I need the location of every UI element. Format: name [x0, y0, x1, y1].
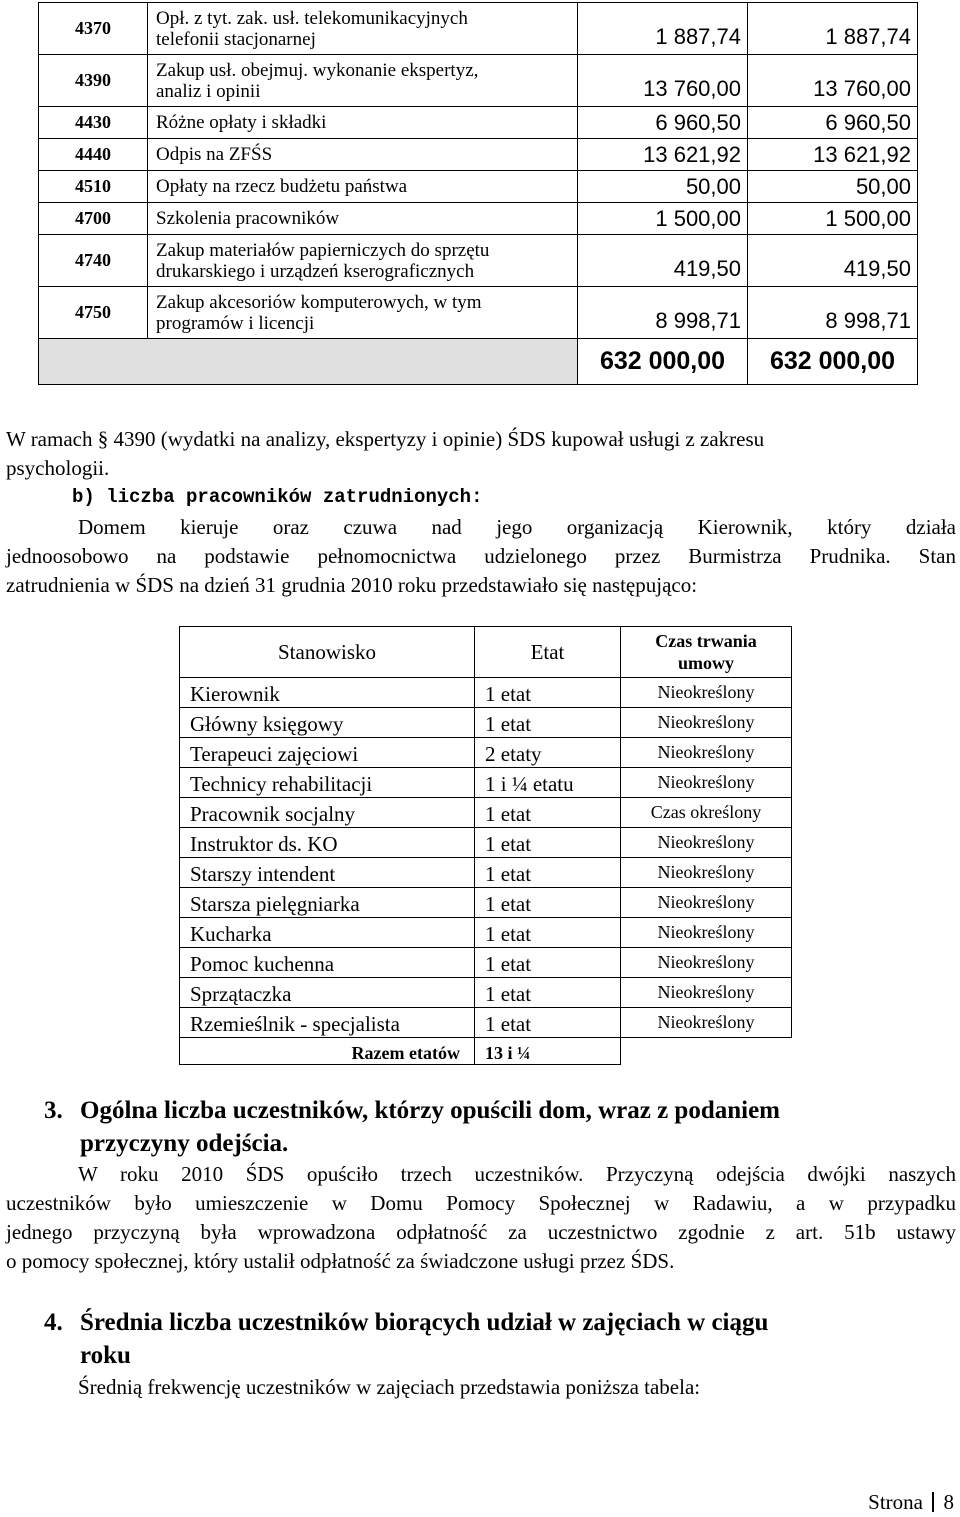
paragraph-4390: W ramach § 4390 (wydatki na analizy, ekspertyzy i opinie) ŚDS kupował usługi z zakresu psychologii.	[6, 427, 765, 480]
budget-code: 4750	[39, 287, 148, 339]
budget-executed-amount: 1 887,74	[748, 3, 918, 55]
budget-description: Opł. z tyt. zak. usł. telekomunikacyjnych telefonii stacjonarnej	[148, 3, 578, 55]
budget-code: 4390	[39, 55, 148, 107]
budget-description: Zakup usł. obejmuj. wykonanie ekspertyz, analiz i opinii	[148, 55, 578, 107]
table-row: Rzemieślnik - specjalista 1 etat Nieokreślony	[180, 1008, 792, 1038]
budget-description: Szkolenia pracowników	[148, 203, 578, 235]
staff-header-row	[180, 627, 792, 678]
budget-description: Odpis na ZFŚS	[148, 139, 578, 171]
budget-total-plan: 632 000,00	[578, 339, 748, 385]
budget-plan-amount: 13 621,92	[578, 139, 748, 171]
budget-plan-amount: 1 500,00	[578, 203, 748, 235]
header-position: Stanowisko	[180, 627, 475, 678]
budget-plan-amount: 8 998,71	[578, 287, 748, 339]
table-row: Pracownik socjalny 1 etat Czas określony	[180, 798, 792, 828]
budget-description: Opłaty na rzecz budżetu państwa	[148, 171, 578, 203]
table-row	[39, 287, 918, 339]
budget-code: 4510	[39, 171, 148, 203]
budget-plan-amount: 13 760,00	[578, 55, 748, 107]
table-row: Starsza pielęgniarka 1 etat Nieokreślony	[180, 888, 792, 918]
section-3-heading: 3. Ogólna liczba uczestników, którzy opuścili dom, wraz z podaniem przyczyny odejścia.	[44, 1097, 780, 1157]
budget-plan-amount: 1 887,74	[578, 3, 748, 55]
budget-code: 4740	[39, 235, 148, 287]
budget-executed-amount: 13 621,92	[748, 139, 918, 171]
table-row: Sprzątaczka 1 etat Nieokreślony	[180, 978, 792, 1008]
header-fte: Etat	[475, 627, 621, 678]
total-shaded-cell	[39, 339, 578, 385]
budget-plan-amount: 6 960,50	[578, 107, 748, 139]
budget-description: Zakup akcesoriów komputerowych, w tym programów i licencji	[148, 287, 578, 339]
budget-code: 4440	[39, 139, 148, 171]
staff-sum-row	[180, 1038, 792, 1065]
budget-total-row	[39, 339, 918, 385]
table-row	[39, 235, 918, 287]
budget-plan-amount: 419,50	[578, 235, 748, 287]
page-label: Strona	[868, 1490, 923, 1514]
staff-table	[179, 626, 792, 1065]
page-footer	[868, 1490, 954, 1515]
footer-divider	[932, 1492, 934, 1512]
table-row: Starszy intendent 1 etat Nieokreślony	[180, 858, 792, 888]
table-row	[39, 107, 918, 139]
budget-table	[38, 2, 918, 385]
table-row	[39, 55, 918, 107]
sum-value: 13 i ¼	[475, 1038, 621, 1065]
table-row: Główny księgowy 1 etat Nieokreślony	[180, 708, 792, 738]
budget-executed-amount: 419,50	[748, 235, 918, 287]
table-row	[39, 203, 918, 235]
table-row: Pomoc kuchenna 1 etat Nieokreślony	[180, 948, 792, 978]
paragraph-section-3: W roku 2010 ŚDS opuściło trzech uczestników. Przyczyną odejścia dwójki naszych uczestników było umieszczenie w Domu Pomocy Społecznej w Radawiu, a w przypadku jednego przyczyną była wprowadzona odpłatność za uczestnictwo zgodnie z art. 51b ustawy o pomocy społecznej, który ustalił odpłatność za świadczone usługi przez ŚDS.	[6, 1162, 956, 1273]
table-row: Terapeuci zajęciowi 2 etaty Nieokreślony	[180, 738, 792, 768]
page-number: 8	[943, 1490, 954, 1514]
sum-label: Razem etatów	[180, 1038, 475, 1065]
table-row: Kucharka 1 etat Nieokreślony	[180, 918, 792, 948]
table-row	[39, 171, 918, 203]
budget-executed-amount: 50,00	[748, 171, 918, 203]
budget-code: 4430	[39, 107, 148, 139]
table-row	[39, 3, 918, 55]
table-row: Kierownik 1 etat Nieokreślony	[180, 678, 792, 708]
budget-executed-amount: 8 998,71	[748, 287, 918, 339]
section-4-heading: 4. Średnia liczba uczestników biorących udział w zajęciach w ciągu roku	[44, 1309, 769, 1369]
budget-executed-amount: 6 960,50	[748, 107, 918, 139]
budget-code: 4700	[39, 203, 148, 235]
paragraph-staffing: Domem kieruje oraz czuwa nad jego organizacją Kierownik, który działa jednoosobowo na podstawie pełnomocnictwa udzielonego przez Burmistrza Prudnika. Stan zatrudnienia w ŚDS na dzień 31 grudnia 2010 roku przedstawiało się następująco:	[6, 515, 956, 597]
budget-description: Zakup materiałów papierniczych do sprzętu drukarskiego i urządzeń kserograficznych	[148, 235, 578, 287]
budget-executed-amount: 13 760,00	[748, 55, 918, 107]
table-row: Technicy rehabilitacji 1 i ¼ etatu Nieokreślony	[180, 768, 792, 798]
budget-plan-amount: 50,00	[578, 171, 748, 203]
subheading-b: b) liczba pracowników zatrudnionych:	[72, 486, 483, 508]
budget-executed-amount: 1 500,00	[748, 203, 918, 235]
header-duration: Czas trwania umowy	[621, 627, 792, 678]
table-row: Instruktor ds. KO 1 etat Nieokreślony	[180, 828, 792, 858]
budget-code: 4370	[39, 3, 148, 55]
paragraph-section-4: Średnią frekwencję uczestników w zajęciach przedstawia poniższa tabela:	[78, 1375, 701, 1399]
budget-total-executed: 632 000,00	[748, 339, 918, 385]
table-row	[39, 139, 918, 171]
budget-description: Różne opłaty i składki	[148, 107, 578, 139]
